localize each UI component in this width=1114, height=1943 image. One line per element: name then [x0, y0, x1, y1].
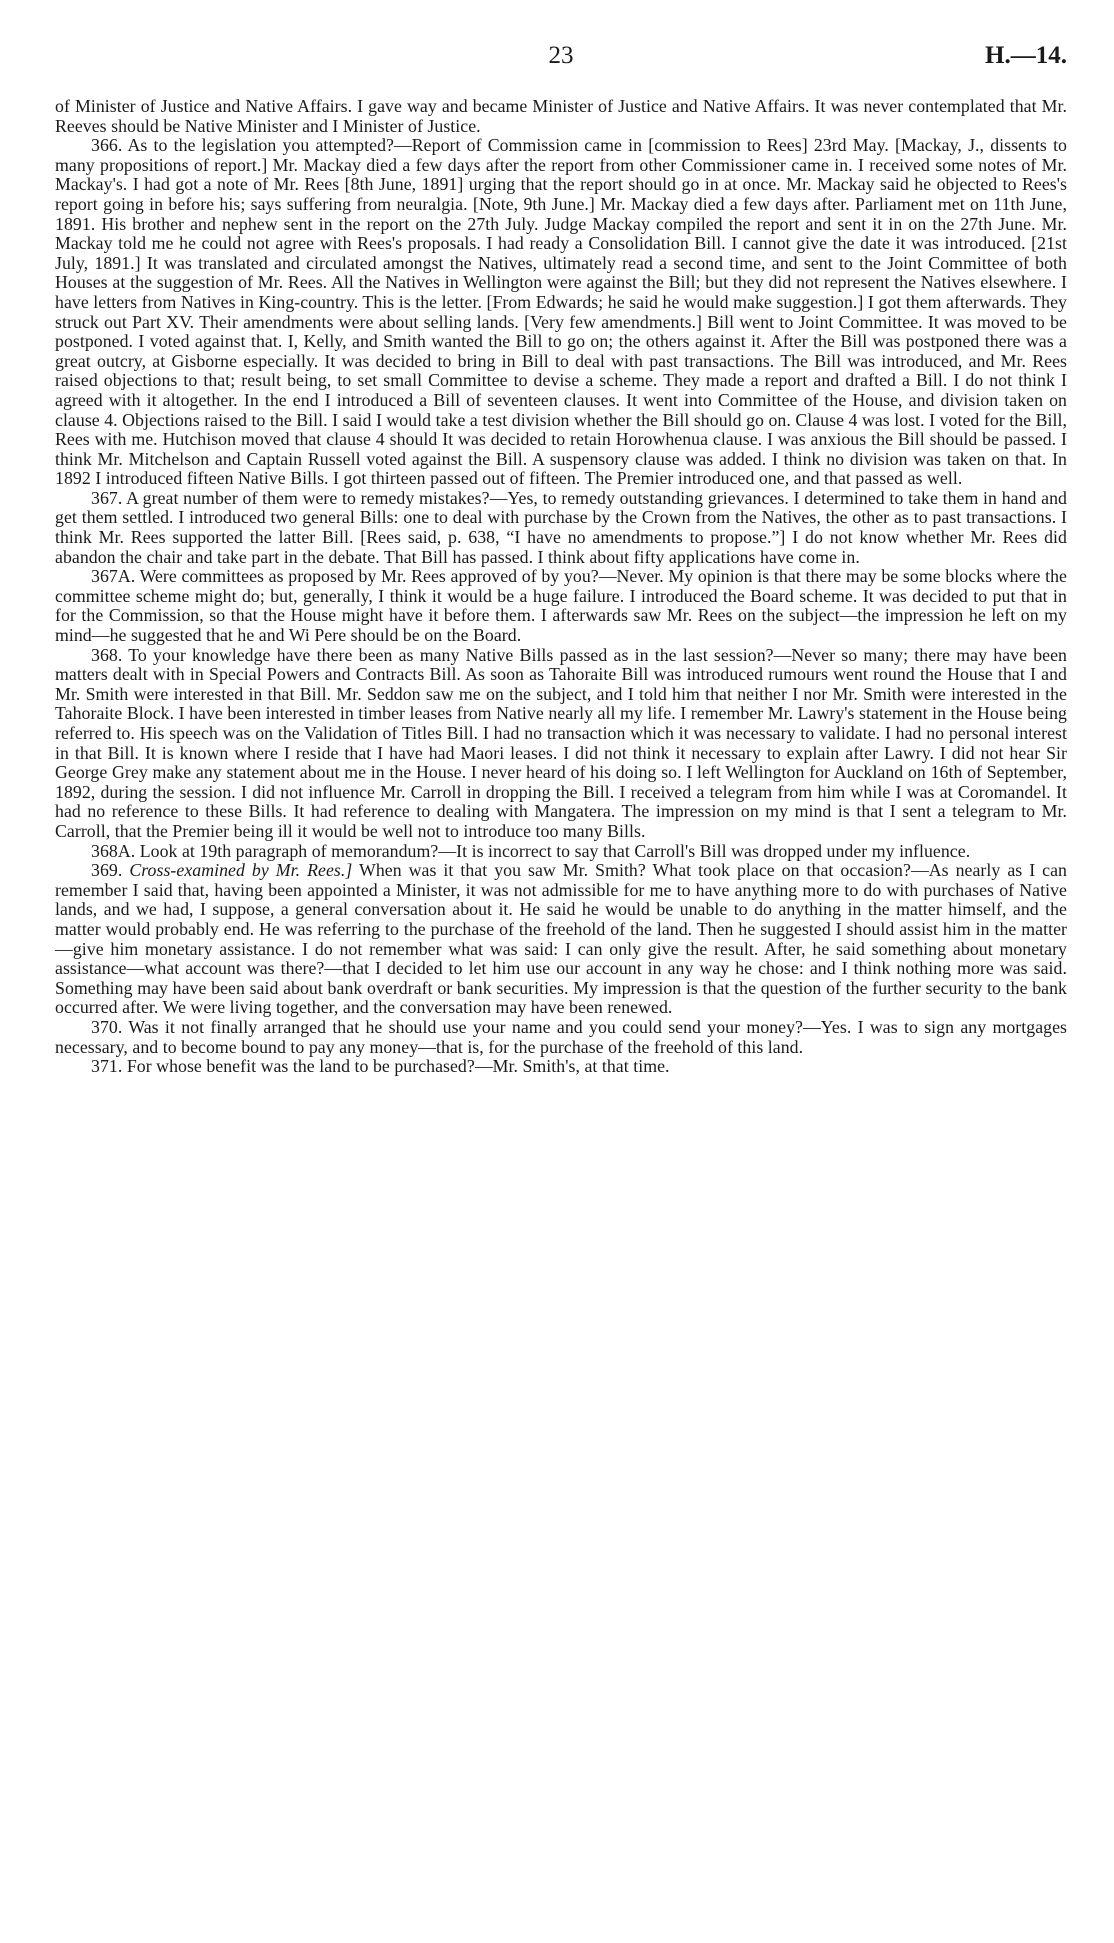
document-body	[55, 97, 1067, 1077]
document-reference: H.—14.	[985, 42, 1067, 69]
page-header	[55, 38, 1067, 74]
paragraph-text: As to the legislation you attempted?—Report of Commission came in [commission to Rees] 23rd May. [Mackay, J., dissents to many propositions of report.] Mr. Mackay died a few days after the report from other Commissioner came in. I received some notes of Mr. Mackay's. I had got a note of Mr. Rees [8th June, 1891] urging that the report should go in at once. Mr. Mackay said he objected to Rees's report going in before his; says suffering from neuralgia. [Note, 9th June.] Mr. Mackay died a few days after. Parliament met on 11th June, 1891. His brother and nephew sent in the report on the 27th July. Judge Mackay compiled the report and sent it in on the 27th June. Mr. Mackay told me he could not agree with Rees's proposals. I had ready a Consolidation Bill. I cannot give the date it was introduced. [21st July, 1891.] It was translated and circulated amongst the Natives, ultimately read a second time, and sent to the Joint Committee of both Houses at the suggestion of Mr. Rees. All the Natives in Wellington were against the Bill; but they did not represent the Natives elsewhere. I have letters from Natives in King-country. This is the letter. [From Edwards; he said he would make suggestion.] I got them afterwards. They struck out Part XV. Their amendments were about selling lands. [Very few amendments.] Bill went to Joint Committee. It was moved to be postponed. I voted against that. I, Kelly, and Smith wanted the Bill to go on; the others against it. After the Bill was postponed there was a great outcry, at Gisborne especially. It was decided to bring in Bill to deal with past transactions. The Bill was introduced, and Mr. Rees raised objections to that; result being, to set small Committee to devise a scheme. They made a report and drafted a Bill. I do not think I agreed with it altogether. In the end I introduced a Bill of seventeen clauses. It went into Committee of the House, and division taken on clause 4. Objections raised to the Bill. I said I would take a test division whether the Bill should go on. Clause 4 was lost. I voted for the Bill, Rees with me. Hutchison moved that clause 4 should It was decided to retain Horowhenua clause. I was anxious the Bill should be passed. I think Mr. Mitchelson and Captain Russell voted against the Bill. A suspensory clause was added. I think no division was taken on that. In 1892 I introduced fifteen Native Bills. I got thirteen passed out of fifteen. The Premier introduced one, and that passed as well.	[55, 135, 1067, 489]
paragraph-367a	[55, 567, 1067, 645]
paragraph-366	[55, 136, 1067, 489]
paragraph-text: For whose benefit was the land to be purchased?—Mr. Smith's, at that time.	[126, 1056, 670, 1077]
question-number: 366.	[91, 135, 123, 156]
question-number: 369.	[91, 860, 123, 881]
question-number: 368A.	[91, 840, 136, 861]
page-number: 23	[548, 42, 574, 69]
cross-examination-note: Cross-examined by Mr. Rees.]	[129, 860, 353, 881]
paragraph-369	[55, 861, 1067, 1018]
question-number: 367A.	[91, 566, 136, 587]
paragraph-368a	[55, 842, 1067, 862]
paragraph-367	[55, 489, 1067, 567]
paragraph-370	[55, 1018, 1067, 1057]
paragraph-continuation	[55, 97, 1067, 136]
paragraph-text: Look at 19th paragraph of memorandum?—It is incorrect to say that Carroll's Bill was dropped under my influence.	[139, 840, 971, 861]
question-number: 370.	[91, 1016, 123, 1037]
paragraph-text: A great number of them were to remedy mistakes?—Yes, to remedy outstanding grievances. I determined to take them in hand and get them settled. I introduced two general Bills: one to deal with purchase by the Crown from the Natives, the other as to past transactions. I think Mr. Rees supported the latter Bill. [Rees said, p. 638, “I have no amendments to propose.”] I do not know whether Mr. Rees did abandon the chair and take part in the debate. That Bill has passed. I think about fifty applications have come in.	[55, 487, 1067, 567]
paragraph-text: To your knowledge have there been as many Native Bills passed as in the last session?—Never so many; there may have been matters dealt with in Special Powers and Contracts Bill. As soon as Tahoraite Bill was introduced rumours went round the House that I and Mr. Smith were interested in that Bill. Mr. Seddon saw me on the subject, and I told him that neither I nor Mr. Smith were interested in the Tahoraite Block. I have been interested in timber leases from Native nearly all my life. I remember Mr. Lawry's statement in the House being referred to. His speech was on the Validation of Titles Bill. I had no transaction which it was necessary to validate. I had no personal interest in that Bill. It is known where I reside that I have had Maori leases. I did not think it necessary to explain after Lawry. I did not hear Sir George Grey make any statement about me in the House. I never heard of his doing so. I left Wellington for Auckland on 16th of September, 1892, during the session. I did not influence Mr. Carroll in dropping the Bill. I received a telegram from him while I was at Coromandel. It had no reference to these Bills. It had reference to dealing with Mangatera. The impression on my mind is that I sent a telegram to Mr. Carroll, that the Premier being ill it would be well not to introduce too many Bills.	[55, 644, 1067, 841]
paragraph-text: When was it that you saw Mr. Smith? What took place on that occasion?—As nearly as I can remember I said that, having been appointed a Minister, it was not admissible for me to have anything more to do with purchases of Native lands, and we had, I suppose, a general conversation about it. He said he would be unable to do anything in the matter himself, and the matter would probably end. He was referring to the purchase of the freehold of the land. Then he suggested I should assist him in the matter—give him monetary assistance. I do not remember what was said: I can only give the result. After, he said something about monetary assistance—what account was there?—that I decided to let him use our account in any way he chose: and I think nothing more was said. Something may have been said about bank overdraft or bank securities. My impression is that the question of the further security to the bank occurred after. We were living together, and the conversation may have been renewed.	[55, 860, 1067, 1018]
paragraph-371	[55, 1057, 1067, 1077]
question-number: 371.	[91, 1056, 123, 1077]
question-number: 367.	[91, 487, 123, 508]
question-number: 368.	[91, 644, 123, 665]
paragraph-368	[55, 646, 1067, 842]
paragraph-text: Was it not finally arranged that he should use your name and you could send your money?—Yes. I was to sign any mortgages necessary, and to become bound to pay any money—that is, for the purchase of the freehold of this land.	[55, 1016, 1067, 1057]
paragraph-text: Were committees as proposed by Mr. Rees approved of by you?—Never. My opinion is that there may be some blocks where the committee scheme might do; but, generally, I think it would be a huge failure. I introduced the Board scheme. It was decided to put that in for the Commission, so that the House might have it before them. I afterwards saw Mr. Rees on the subject—the impression he left on my mind—he suggested that he and Wi Pere should be on the Board.	[55, 566, 1067, 646]
paragraph-text: of Minister of Justice and Native Affairs. I gave way and became Minister of Justice and Native Affairs. It was never contemplated that Mr. Reeves should be Native Minister and I Minister of Justice.	[55, 96, 1067, 136]
